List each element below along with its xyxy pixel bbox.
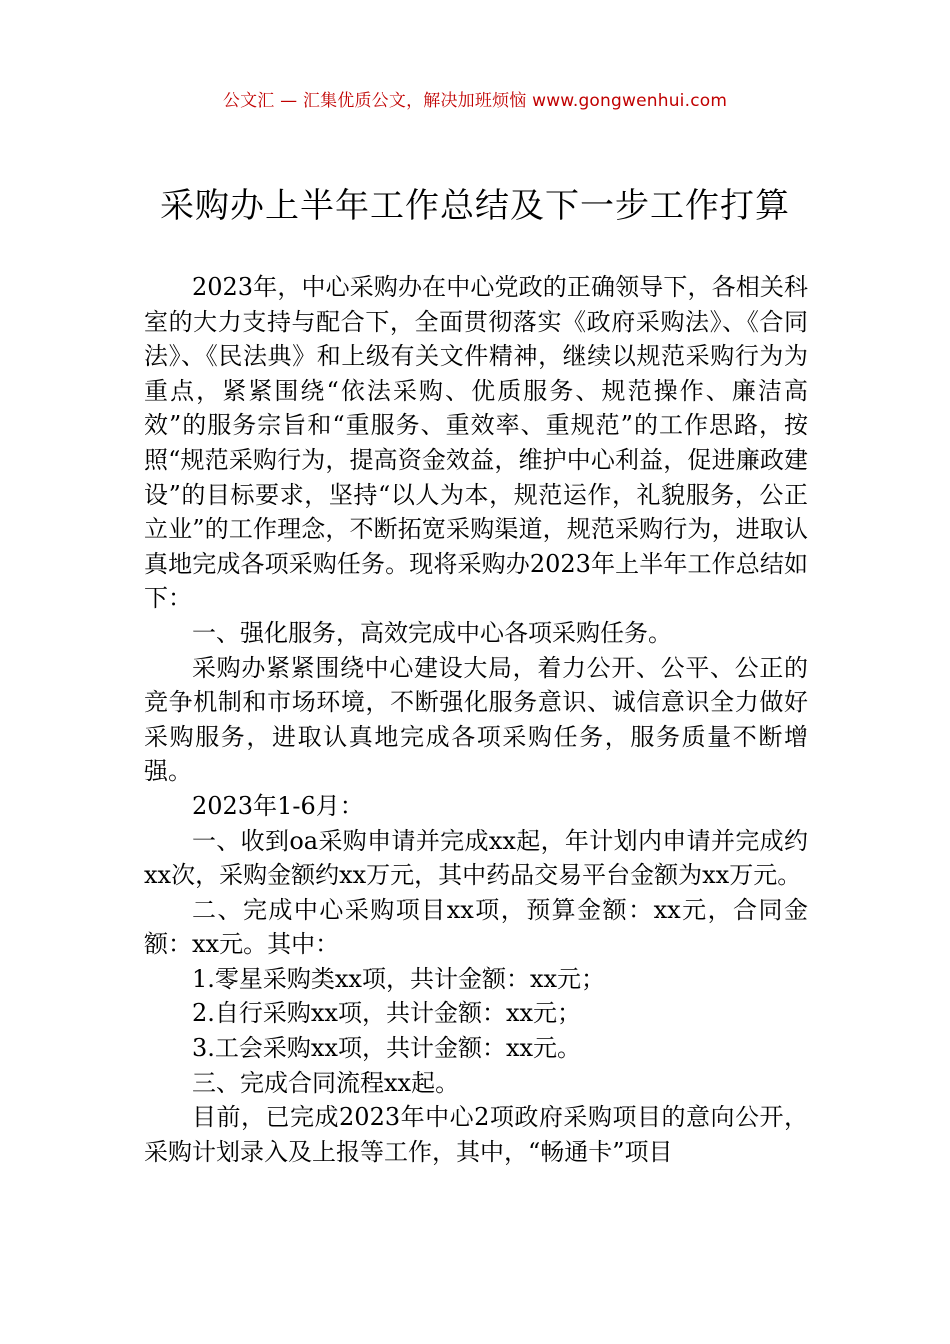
header-banner: 公文汇 — 汇集优质公文，解决加班烦恼 www.gongwenhui.com — [222, 91, 728, 111]
paragraph-intro: 2023年，中心采购办在中心党政的正确领导下，各相关科室的大力支持与配合下，全面贯彻落实《政府采购法》、《合同法》、《民法典》和上级有关文件精神，继续以规范采购行为为重点，紧紧围绕“依法采购、优质服务、规范操作、廉洁高效”的服务宗旨和“重服务、重效率、重规范”的工作思路，按照“规范采购行为，提高资金效益，维护中心利益，促进廉政建设”的目标要求，坚持“以人为本，规范运作，礼貌服务，公正立业”的工作理念，不断拓宽采购渠道，规范采购行为，进取认真地完成各项采购任务。现将采购办2023年上半年工作总结如下： — [144, 273, 808, 613]
paragraph-item-1: 一、收到oa采购申请并完成xx起，年计划内申请并完成约xx次，采购金额约xx万元，其中药品交易平台金额为xx万元。 — [144, 826, 808, 890]
list-item: 3.工会采购xx项，共计金额：xx元。 — [192, 1034, 582, 1063]
paragraph-period: 2023年1-6月： — [192, 791, 364, 820]
list-item: 1.零星采购类xx项，共计金额：xx元； — [192, 964, 606, 993]
paragraph-item-3: 三、完成合同流程xx起。 — [192, 1068, 460, 1097]
paragraph: 采购办紧紧围绕中心建设大局，着力公开、公平、公正的竞争机制和市场环境，不断强化服务意识、诚信意识全力做好采购服务，进取认真地完成各项采购任务，服务质量不断增强。 — [144, 653, 808, 786]
document-title: 采购办上半年工作总结及下一步工作打算 — [160, 186, 790, 226]
section-heading-1: 一、强化服务，高效完成中心各项采购任务。 — [192, 618, 672, 647]
paragraph: 目前，已完成2023年中心2项政府采购项目的意向公开，采购计划录入及上报等工作，其中，“畅通卡”项目 — [144, 1103, 808, 1166]
document-body — [144, 270, 808, 1169]
paragraph-item-2: 二、完成中心采购项目xx项，预算金额：xx元，合同金额：xx元。其中： — [144, 895, 808, 959]
list-item: 2.自行采购xx项，共计金额：xx元； — [192, 999, 582, 1028]
